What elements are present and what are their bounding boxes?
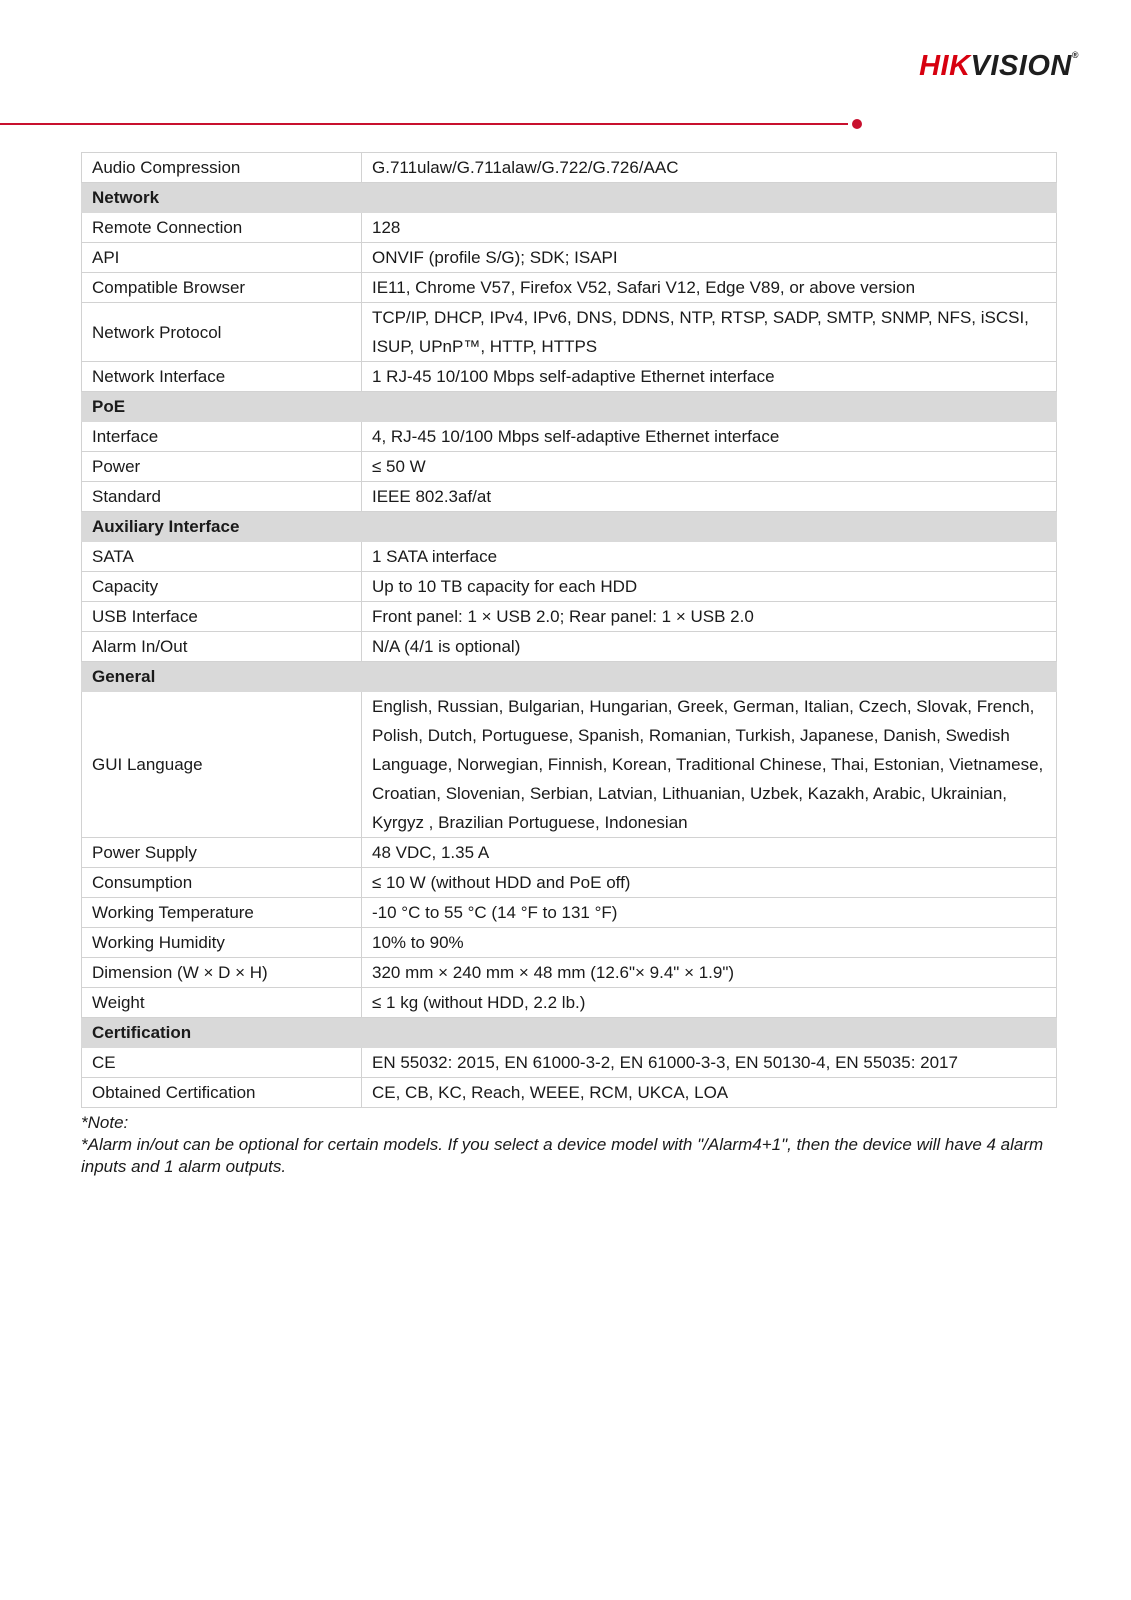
header-divider-dot xyxy=(852,119,862,129)
section-header-row xyxy=(82,662,1057,692)
spec-value: -10 °C to 55 °C (14 °F to 131 °F) xyxy=(362,898,1057,928)
spec-value: ONVIF (profile S/G); SDK; ISAPI xyxy=(362,243,1057,273)
section-header-row xyxy=(82,183,1057,213)
spec-row xyxy=(82,838,1057,868)
spec-label: Consumption xyxy=(82,868,362,898)
spec-value: N/A (4/1 is optional) xyxy=(362,632,1057,662)
note-text: *Alarm in/out can be optional for certain models. If you select a device model with "/Alarm4+1", then the device will have 4 alarm inputs and 1 alarm outputs. xyxy=(81,1135,1044,1176)
spec-value: English, Russian, Bulgarian, Hungarian, Greek, German, Italian, Czech, Slovak, French, Polish, Dutch, Portuguese, Spanish, Romanian, Turkish, Japanese, Danish, Swedish Language, Norwegian, Finnish, Korean, Traditional Chinese, Thai, Estonian, Vietnamese, Croatian, Slovenian, Serbian, Latvian, Lithuanian, Uzbek, Kazakh, Arabic, Ukrainian, Kyrgyz , Brazilian Portuguese, Indonesian xyxy=(362,692,1057,838)
section-blank-cell xyxy=(362,392,1057,422)
section-blank-cell xyxy=(362,512,1057,542)
note-title: *Note: xyxy=(81,1113,129,1132)
section-title: General xyxy=(82,662,362,692)
spec-value: TCP/IP, DHCP, IPv4, IPv6, DNS, DDNS, NTP, RTSP, SADP, SMTP, SNMP, NFS, iSCSI, ISUP, UPnP™, HTTP, HTTPS xyxy=(362,303,1057,362)
spec-value: CE, CB, KC, Reach, WEEE, RCM, UKCA, LOA xyxy=(362,1078,1057,1108)
logo-part-hik: HIK xyxy=(919,50,971,82)
spec-row xyxy=(82,572,1057,602)
spec-label: GUI Language xyxy=(82,692,362,838)
spec-row xyxy=(82,452,1057,482)
spec-row xyxy=(82,243,1057,273)
spec-value: 48 VDC, 1.35 A xyxy=(362,838,1057,868)
section-blank-cell xyxy=(362,662,1057,692)
spec-row xyxy=(82,988,1057,1018)
footnote xyxy=(81,1112,1061,1178)
spec-value: 1 RJ-45 10/100 Mbps self-adaptive Ethernet interface xyxy=(362,362,1057,392)
spec-value: 4, RJ-45 10/100 Mbps self-adaptive Ethernet interface xyxy=(362,422,1057,452)
spec-value: Up to 10 TB capacity for each HDD xyxy=(362,572,1057,602)
hikvision-logo xyxy=(919,50,1079,83)
logo-registered-mark: ® xyxy=(1071,50,1079,60)
spec-row xyxy=(82,602,1057,632)
spec-value: ≤ 50 W xyxy=(362,452,1057,482)
spec-row xyxy=(82,692,1057,838)
spec-label: Working Temperature xyxy=(82,898,362,928)
spec-row xyxy=(82,898,1057,928)
spec-value: Front panel: 1 × USB 2.0; Rear panel: 1 × USB 2.0 xyxy=(362,602,1057,632)
header-divider-line xyxy=(0,123,848,125)
spec-row xyxy=(82,213,1057,243)
spec-label: USB Interface xyxy=(82,602,362,632)
section-header-row xyxy=(82,392,1057,422)
spec-value: G.711ulaw/G.711alaw/G.722/G.726/AAC xyxy=(362,153,1057,183)
specification-table-body xyxy=(82,153,1057,1108)
spec-label: Weight xyxy=(82,988,362,1018)
spec-row xyxy=(82,958,1057,988)
spec-value: 1 SATA interface xyxy=(362,542,1057,572)
section-title: Certification xyxy=(82,1018,362,1048)
spec-value: IEEE 802.3af/at xyxy=(362,482,1057,512)
spec-label: Remote Connection xyxy=(82,213,362,243)
section-title: Network xyxy=(82,183,362,213)
spec-row xyxy=(82,153,1057,183)
spec-value: 10% to 90% xyxy=(362,928,1057,958)
spec-label: Alarm In/Out xyxy=(82,632,362,662)
spec-value: IE11, Chrome V57, Firefox V52, Safari V12, Edge V89, or above version xyxy=(362,273,1057,303)
spec-label: Power Supply xyxy=(82,838,362,868)
spec-label: Dimension (W × D × H) xyxy=(82,958,362,988)
specification-table xyxy=(81,152,1057,1108)
spec-row xyxy=(82,362,1057,392)
spec-label: Audio Compression xyxy=(82,153,362,183)
spec-row xyxy=(82,273,1057,303)
spec-label: API xyxy=(82,243,362,273)
section-title: PoE xyxy=(82,392,362,422)
spec-row xyxy=(82,422,1057,452)
spec-row xyxy=(82,542,1057,572)
spec-label: Working Humidity xyxy=(82,928,362,958)
spec-row xyxy=(82,482,1057,512)
spec-label: Interface xyxy=(82,422,362,452)
section-title: Auxiliary Interface xyxy=(82,512,362,542)
section-blank-cell xyxy=(362,1018,1057,1048)
spec-label: Power xyxy=(82,452,362,482)
spec-label: Obtained Certification xyxy=(82,1078,362,1108)
section-blank-cell xyxy=(362,183,1057,213)
spec-value: EN 55032: 2015, EN 61000-3-2, EN 61000-3-3, EN 50130-4, EN 55035: 2017 xyxy=(362,1048,1057,1078)
spec-label: Standard xyxy=(82,482,362,512)
spec-value: ≤ 10 W (without HDD and PoE off) xyxy=(362,868,1057,898)
spec-label: Capacity xyxy=(82,572,362,602)
spec-label: Network Interface xyxy=(82,362,362,392)
logo-part-vision: VISION xyxy=(970,50,1072,82)
section-header-row xyxy=(82,512,1057,542)
section-header-row xyxy=(82,1018,1057,1048)
spec-label: Compatible Browser xyxy=(82,273,362,303)
spec-row xyxy=(82,632,1057,662)
spec-row xyxy=(82,1048,1057,1078)
spec-value: ≤ 1 kg (without HDD, 2.2 lb.) xyxy=(362,988,1057,1018)
spec-row xyxy=(82,868,1057,898)
spec-label: Network Protocol xyxy=(82,303,362,362)
spec-label: SATA xyxy=(82,542,362,572)
spec-value: 128 xyxy=(362,213,1057,243)
spec-label: CE xyxy=(82,1048,362,1078)
spec-row xyxy=(82,1078,1057,1108)
spec-value: 320 mm × 240 mm × 48 mm (12.6"× 9.4" × 1.9") xyxy=(362,958,1057,988)
spec-row xyxy=(82,928,1057,958)
spec-row xyxy=(82,303,1057,362)
